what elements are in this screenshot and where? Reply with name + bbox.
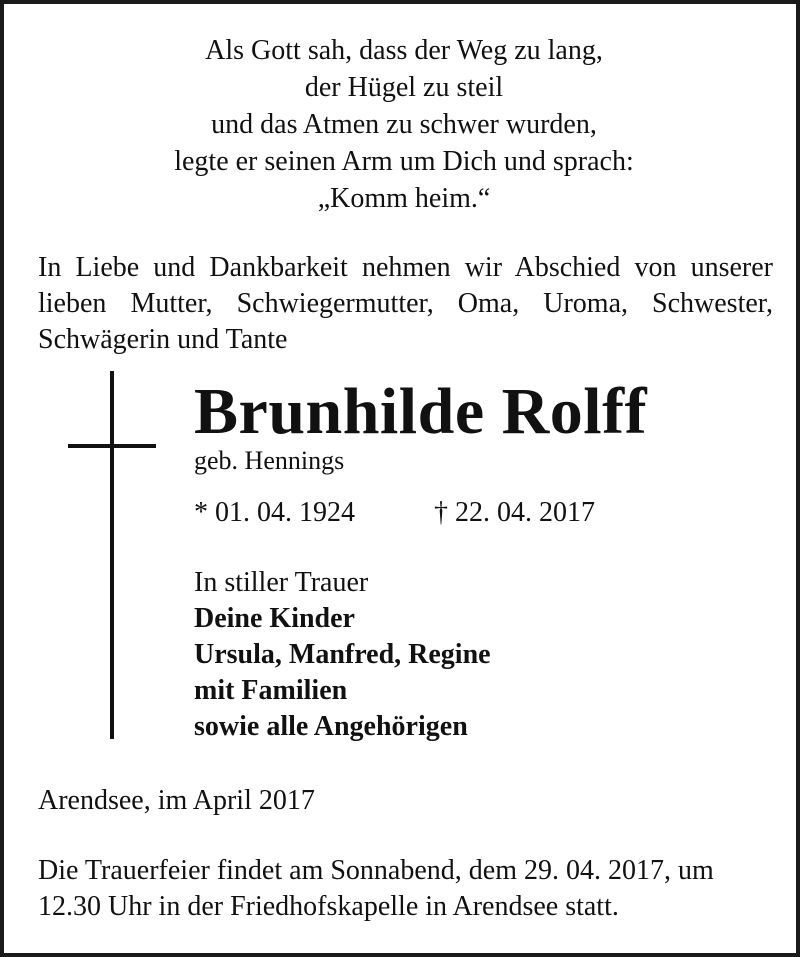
- poem-line: Als Gott sah, dass der Weg zu lang,: [205, 35, 603, 66]
- cross-horizontal-bar: [68, 444, 156, 448]
- death-date: † 22. 04. 2017: [434, 497, 595, 528]
- mourner-line: Ursula, Manfred, Regine: [194, 639, 491, 670]
- intro-line: lieben Mutter, Schwiegermutter, Oma, Uroma, Schwester,: [38, 288, 773, 319]
- farewell-intro: [38, 250, 773, 358]
- mourner-line: sowie alle Angehörigen: [194, 711, 468, 742]
- deceased-name: Brunhilde Rolff: [194, 375, 648, 448]
- poem-line: der Hügel zu steil: [304, 72, 504, 103]
- maiden-name: geb. Hennings: [194, 446, 345, 475]
- intro-line: Schwägerin und Tante: [38, 324, 288, 355]
- mourner-line: mit Familien: [194, 675, 348, 706]
- mourner-line: Deine Kinder: [194, 603, 355, 634]
- poem-line: „Komm heim.“: [317, 183, 491, 214]
- funeral-line: Die Trauerfeier findet am Sonnabend, dem 29. 04. 2017, um: [38, 855, 714, 886]
- poem-line: legte er seinen Arm um Dich und sprach:: [174, 146, 634, 177]
- mourners-block: [194, 565, 491, 745]
- birth-date: * 01. 04. 1924: [194, 497, 355, 528]
- poem-line: und das Atmen zu schwer wurden,: [211, 109, 597, 140]
- funeral-info: [38, 853, 773, 925]
- place-and-date: Arendsee, im April 2017: [38, 785, 315, 816]
- mourners-intro: In stiller Trauer: [194, 567, 369, 598]
- cross-vertical-bar: [110, 371, 114, 739]
- funeral-line: 12.30 Uhr in der Friedhofskapelle in Arendsee statt.: [38, 891, 619, 922]
- memorial-poem: [4, 32, 800, 217]
- intro-line: In Liebe und Dankbarkeit nehmen wir Abschied von unserer: [38, 252, 773, 283]
